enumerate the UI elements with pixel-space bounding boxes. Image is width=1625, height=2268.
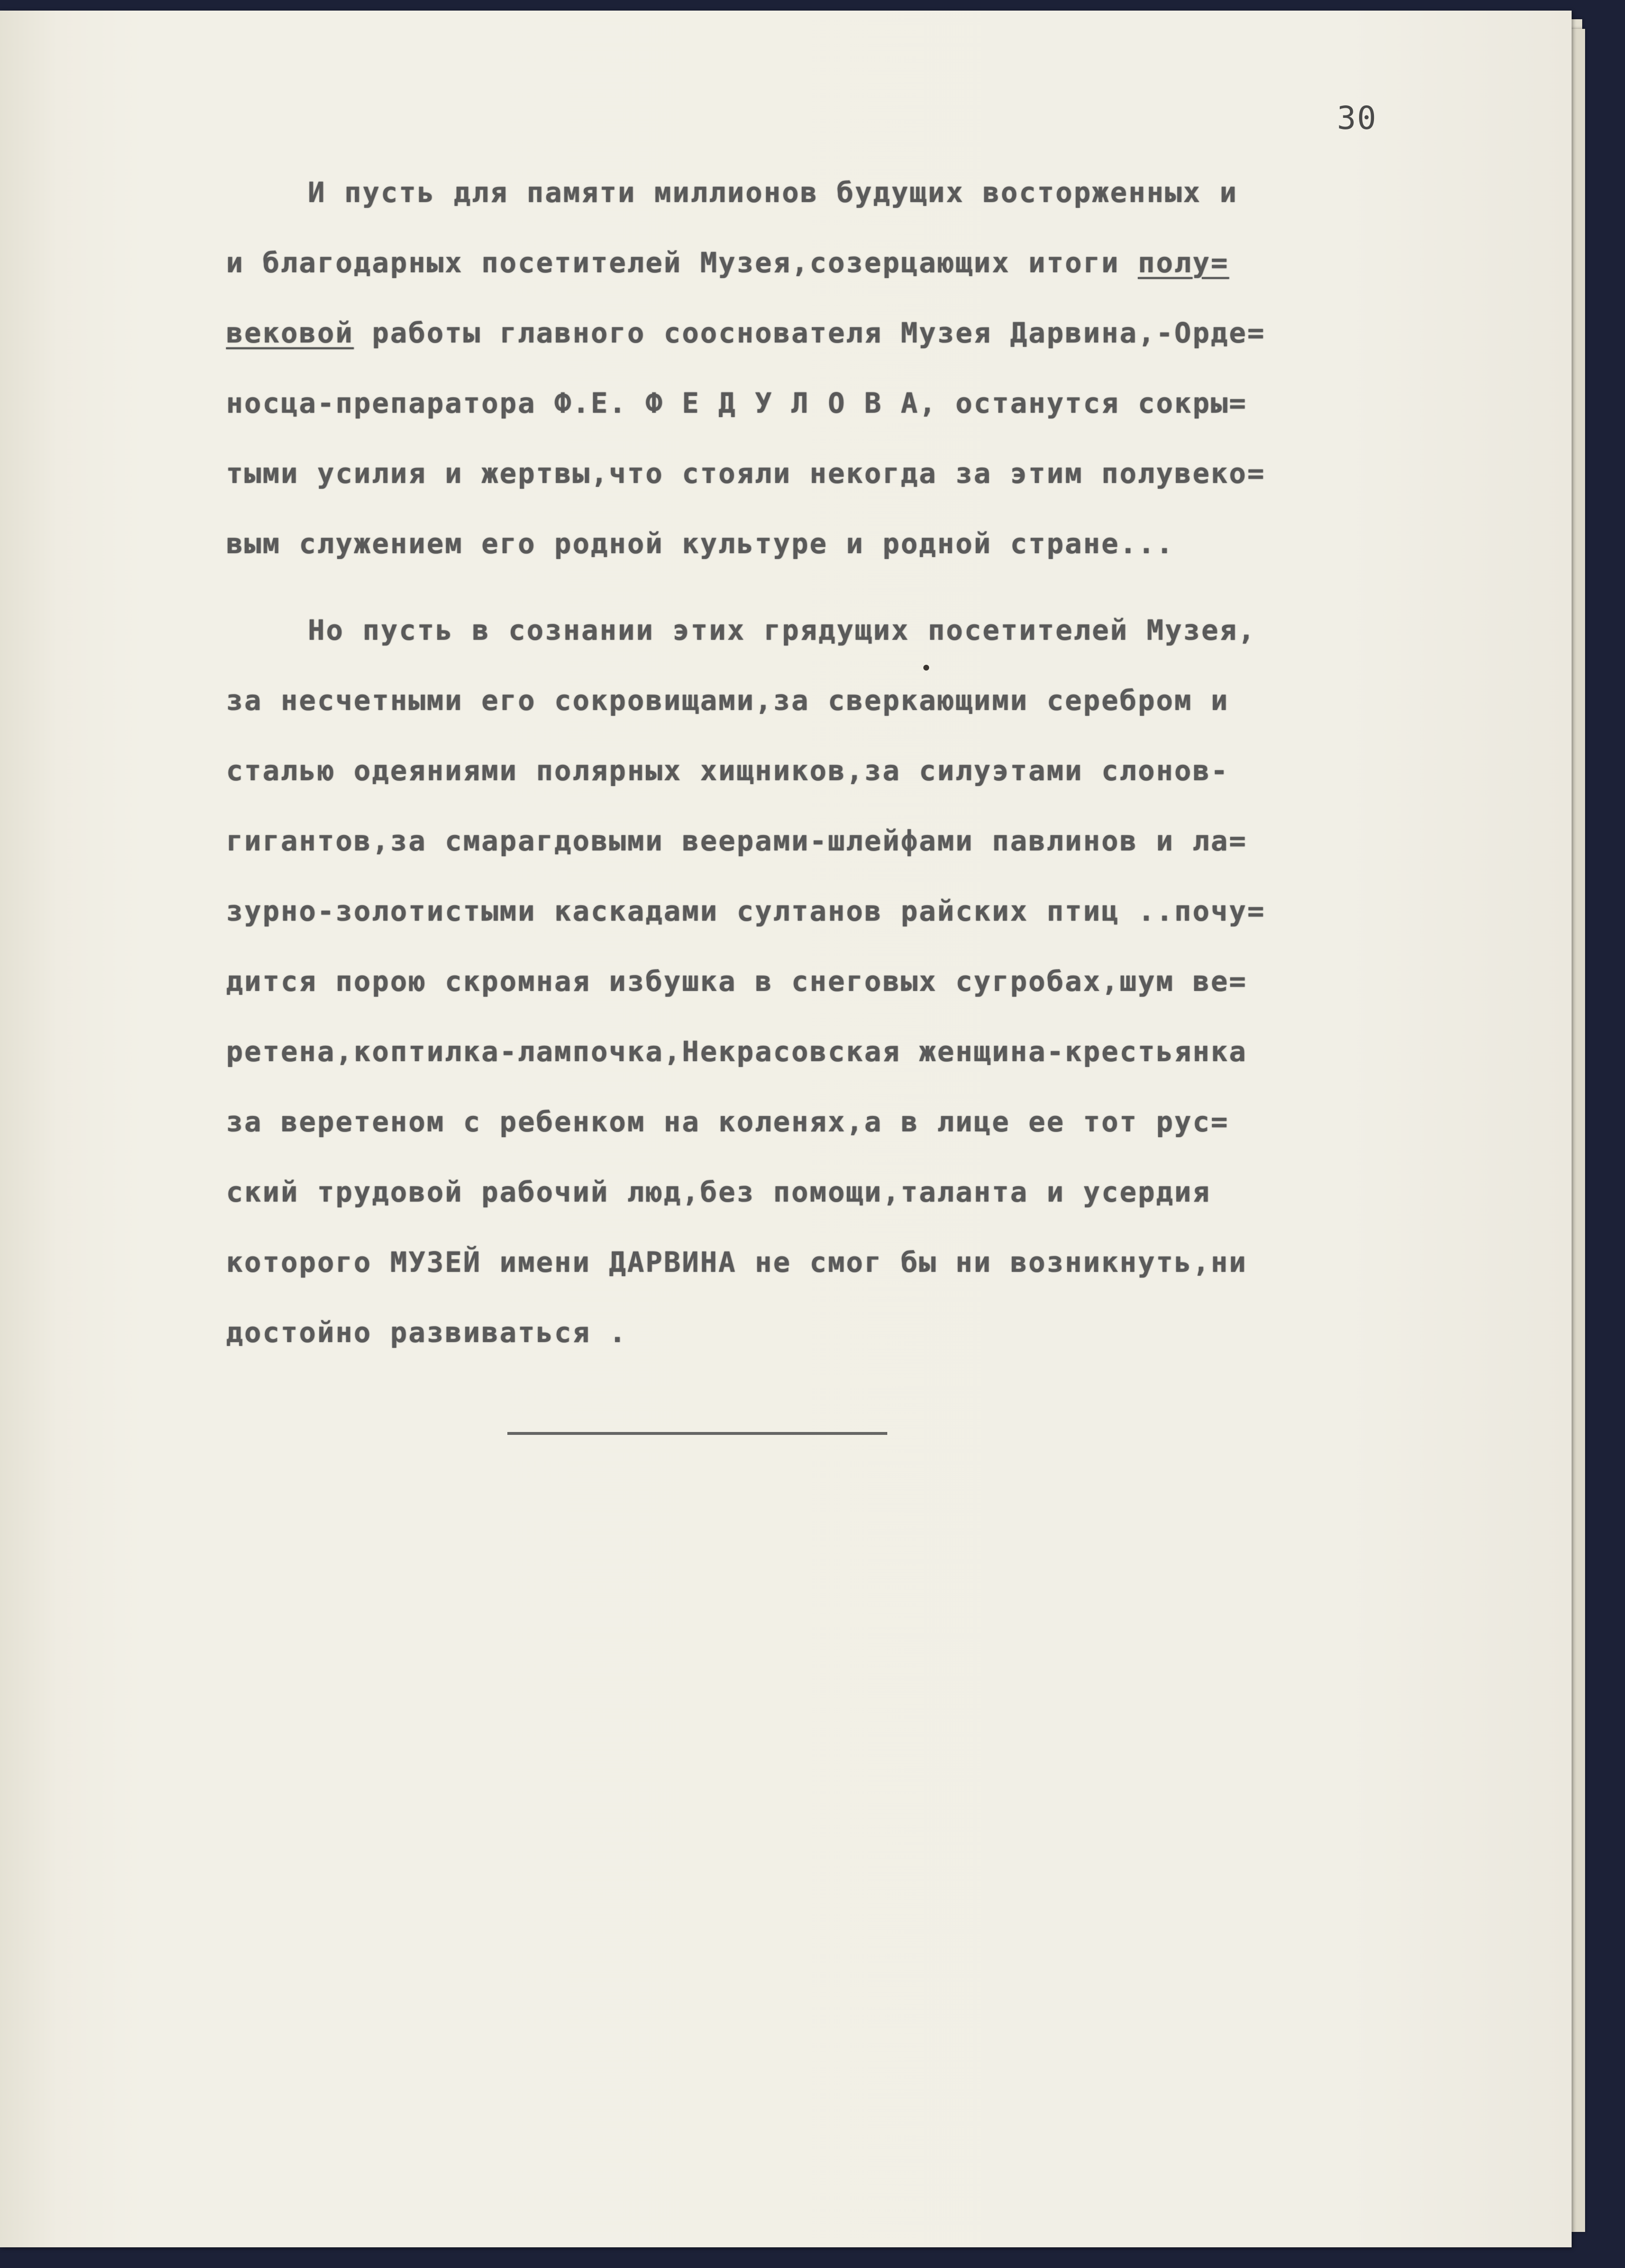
text-line: за несчетными его сокровищами,за сверкающими серебром и (226, 684, 1229, 717)
underlined-word: полу= (1137, 246, 1229, 279)
text-line: за веретеном с ребенком на коленях,а в лице ее тот рус= (226, 1105, 1229, 1138)
paragraph-2 (226, 595, 1438, 1368)
text-line: ретена,коптилка-лампочка,Некрасовская женщина-крестьянка (226, 1035, 1247, 1068)
paragraph-1 (226, 157, 1438, 579)
closing-divider (507, 1432, 887, 1435)
text-line: тыми усилия и жертвы,что стояли некогда за этим полувеко= (226, 457, 1266, 490)
text-line: ский трудовой рабочий люд,без помощи,таланта и усердия (226, 1176, 1211, 1208)
text-fragment: работы главного сооснователя Музея Дарвина,-Орде= (353, 317, 1266, 349)
text-line: носца-препаратора Ф.Е. Ф Е Д У Л О В А, останутся сокры= (226, 387, 1247, 419)
text-line: достойно развиваться . (226, 1316, 628, 1349)
text-fragment: и благодарных посетителей Музея,созерцающих итоги (226, 246, 1138, 279)
text-line: Но пусть в сознании этих грядущих посетителей Музея, (308, 614, 1256, 646)
page-number: 30 (1337, 100, 1377, 137)
underlined-word: вековой (226, 317, 354, 349)
text-line: вым служением его родной культуре и родной стране... (226, 527, 1174, 560)
text-line: сталью одеяниями полярных хищников,за силуэтами слонов- (226, 754, 1229, 787)
text-line: зурно-золотистыми каскадами султанов райских птиц ..почу= (226, 895, 1266, 927)
text-line: И пусть для памяти миллионов будущих восторженных и (308, 176, 1238, 209)
ink-dot (923, 665, 929, 671)
text-line (226, 228, 1438, 298)
text-line: гигантов,за смарагдовыми веерами-шлейфами павлинов и ла= (226, 824, 1247, 857)
typewritten-page (0, 11, 1572, 2247)
text-line: дится порою скромная избушка в снеговых сугробах,шум ве= (226, 965, 1247, 998)
text-line (226, 298, 1438, 368)
text-line: которого МУЗЕЙ имени ДАРВИНА не смог бы ни возникнуть,ни (226, 1246, 1247, 1279)
